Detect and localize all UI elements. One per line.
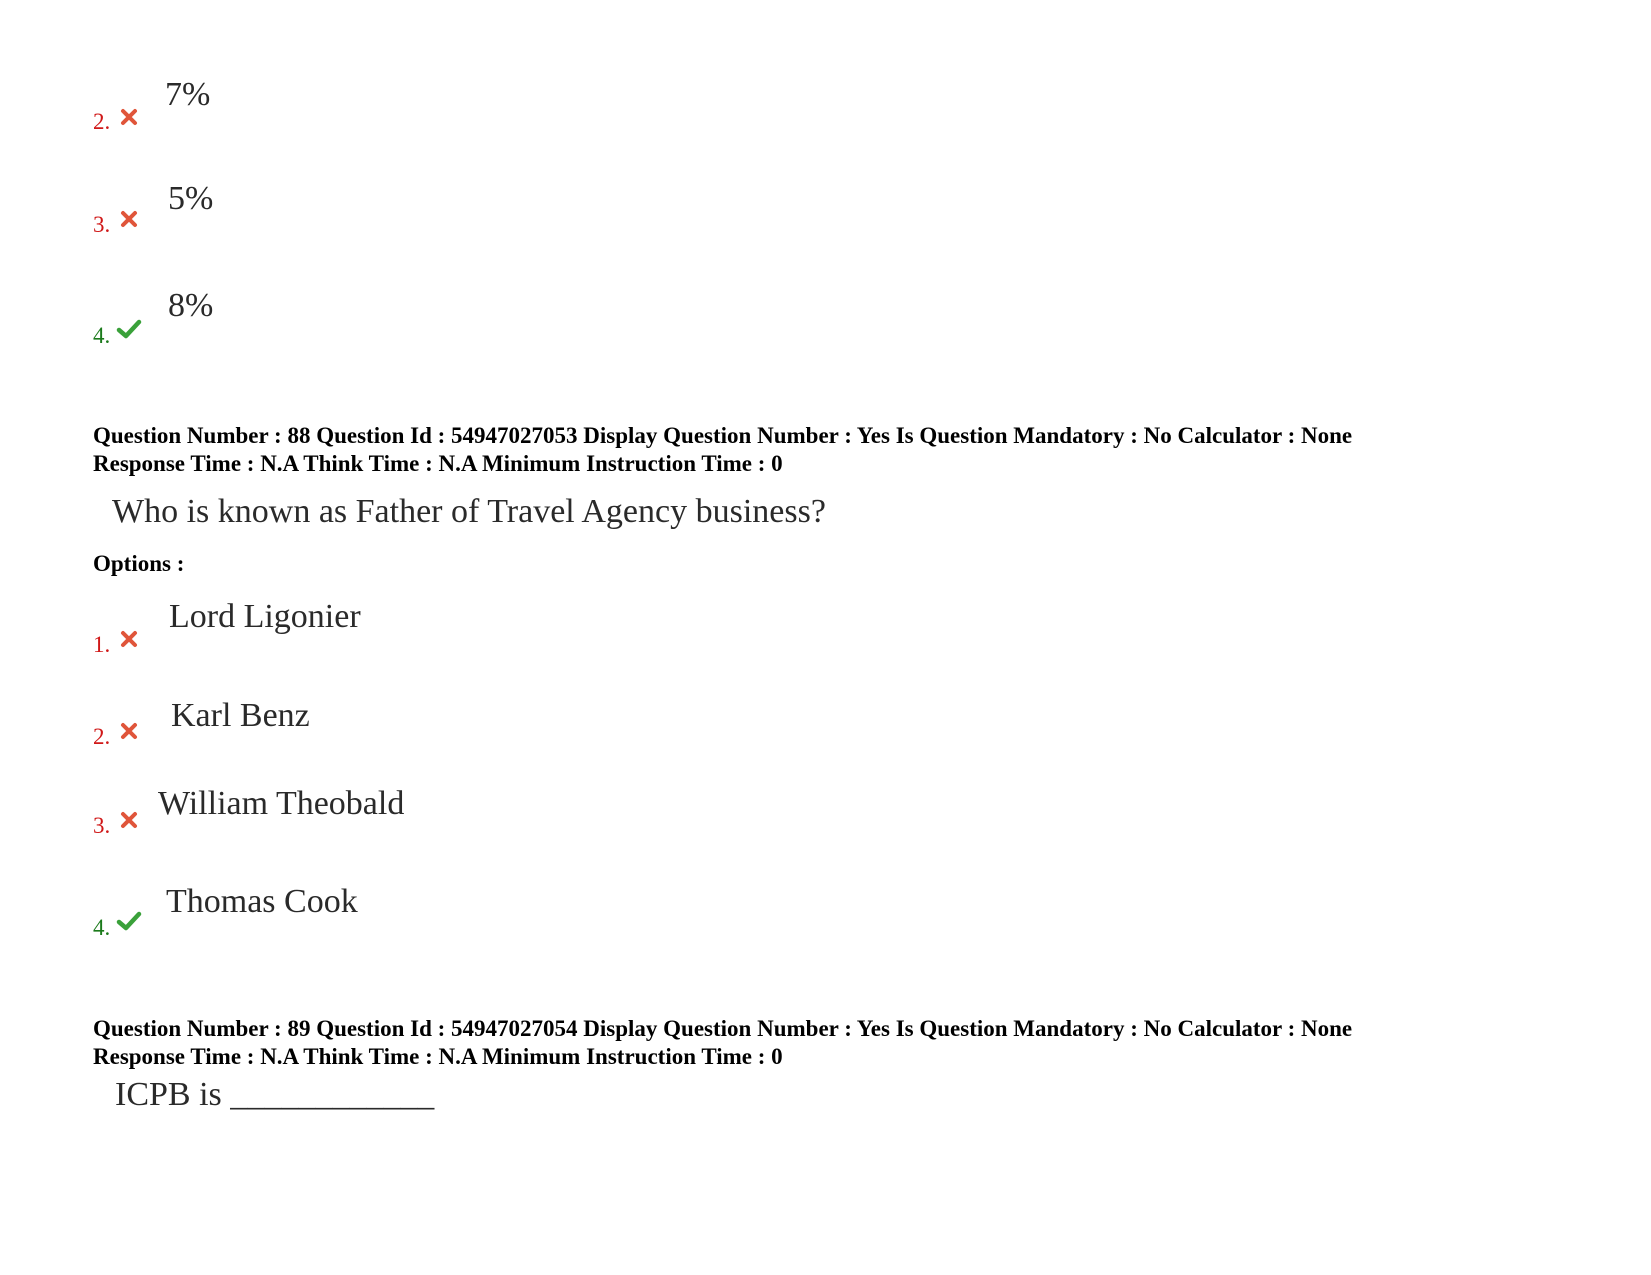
question-89-text: ICPB is ____________: [115, 1076, 435, 1113]
check-icon: [116, 910, 142, 932]
question-89-meta: [93, 1015, 1352, 1071]
option-text: Lord Ligonier: [169, 598, 361, 635]
option-text: 5%: [168, 180, 214, 217]
cross-icon: [118, 628, 140, 650]
meta-line-2: Response Time : N.A Think Time : N.A Minimum Instruction Time : 0: [93, 1044, 783, 1069]
option-number: 3.: [93, 813, 111, 838]
option-number: 3.: [93, 212, 111, 237]
cross-icon: [118, 809, 140, 831]
question-88-meta: [93, 422, 1352, 478]
meta-line-1: Question Number : 88 Question Id : 54947027053 Display Question Number : Yes Is Question Mandatory : No Calculator : None: [93, 423, 1353, 448]
meta-line-1: Question Number : 89 Question Id : 54947027054 Display Question Number : Yes Is Question Mandatory : No Calculator : None: [93, 1016, 1353, 1041]
option-text: Karl Benz: [171, 697, 310, 734]
meta-line-2: Response Time : N.A Think Time : N.A Minimum Instruction Time : 0: [93, 451, 783, 476]
option-text: 7%: [165, 76, 211, 113]
check-icon: [116, 318, 142, 340]
options-label: Options :: [93, 551, 185, 576]
option-text: William Theobald: [158, 785, 405, 822]
option-number: 1.: [93, 632, 111, 657]
option-number: 4.: [93, 915, 111, 940]
option-number: 4.: [93, 323, 111, 348]
option-number: 2.: [93, 109, 111, 134]
cross-icon: [118, 208, 140, 230]
cross-icon: [118, 106, 140, 128]
option-text: 8%: [168, 287, 214, 324]
cross-icon: [118, 720, 140, 742]
question-88-text: Who is known as Father of Travel Agency business?: [112, 493, 826, 530]
option-number: 2.: [93, 724, 111, 749]
option-text: Thomas Cook: [166, 883, 358, 920]
